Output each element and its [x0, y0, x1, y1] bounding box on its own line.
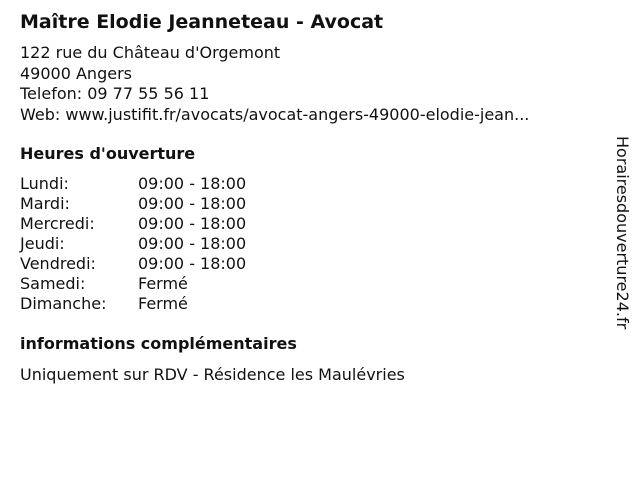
hours-row-saturday: [20, 274, 246, 294]
day-label: Mardi:: [20, 194, 70, 213]
opening-hours-heading: Heures d'ouverture: [20, 144, 196, 163]
phone-line: Telefon: 09 77 55 56 11: [20, 84, 210, 103]
site-brand-vertical: Horairesdouverture24.fr: [613, 136, 632, 330]
opening-hours-table: [20, 174, 246, 314]
day-label: Vendredi:: [20, 254, 96, 273]
hours-row-tuesday: [20, 194, 246, 214]
hours-value: 09:00 - 18:00: [138, 254, 247, 273]
website-link[interactable]: www.justifit.fr/avocats/avocat-angers-49000-elodie-jean...: [65, 104, 530, 124]
additional-info-heading: informations complémentaires: [20, 334, 297, 353]
hours-row-monday: [20, 174, 246, 194]
address-block: [20, 43, 529, 125]
hours-row-friday: [20, 254, 246, 274]
hours-value: Fermé: [138, 294, 188, 313]
day-label: Jeudi:: [20, 234, 65, 253]
hours-row-sunday: [20, 294, 246, 314]
day-label: Mercredi:: [20, 214, 95, 233]
hours-value: 09:00 - 18:00: [138, 214, 247, 233]
business-title: Maître Elodie Jeanneteau - Avocat: [20, 11, 384, 33]
additional-info-text: Uniquement sur RDV - Résidence les Maulévries: [20, 365, 405, 384]
hours-value: 09:00 - 18:00: [138, 194, 247, 213]
day-label: Dimanche:: [20, 294, 107, 313]
day-label: Lundi:: [20, 174, 69, 193]
hours-row-thursday: [20, 234, 246, 254]
web-label: Web:: [20, 104, 66, 124]
day-label: Samedi:: [20, 274, 86, 293]
hours-value: 09:00 - 18:00: [138, 174, 247, 193]
web-line: [20, 105, 529, 126]
hours-value: 09:00 - 18:00: [138, 234, 247, 253]
hours-value: Fermé: [138, 274, 188, 293]
street-address: 122 rue du Château d'Orgemont: [20, 43, 281, 62]
hours-row-wednesday: [20, 214, 246, 234]
city-postal-code: 49000 Angers: [20, 63, 132, 83]
